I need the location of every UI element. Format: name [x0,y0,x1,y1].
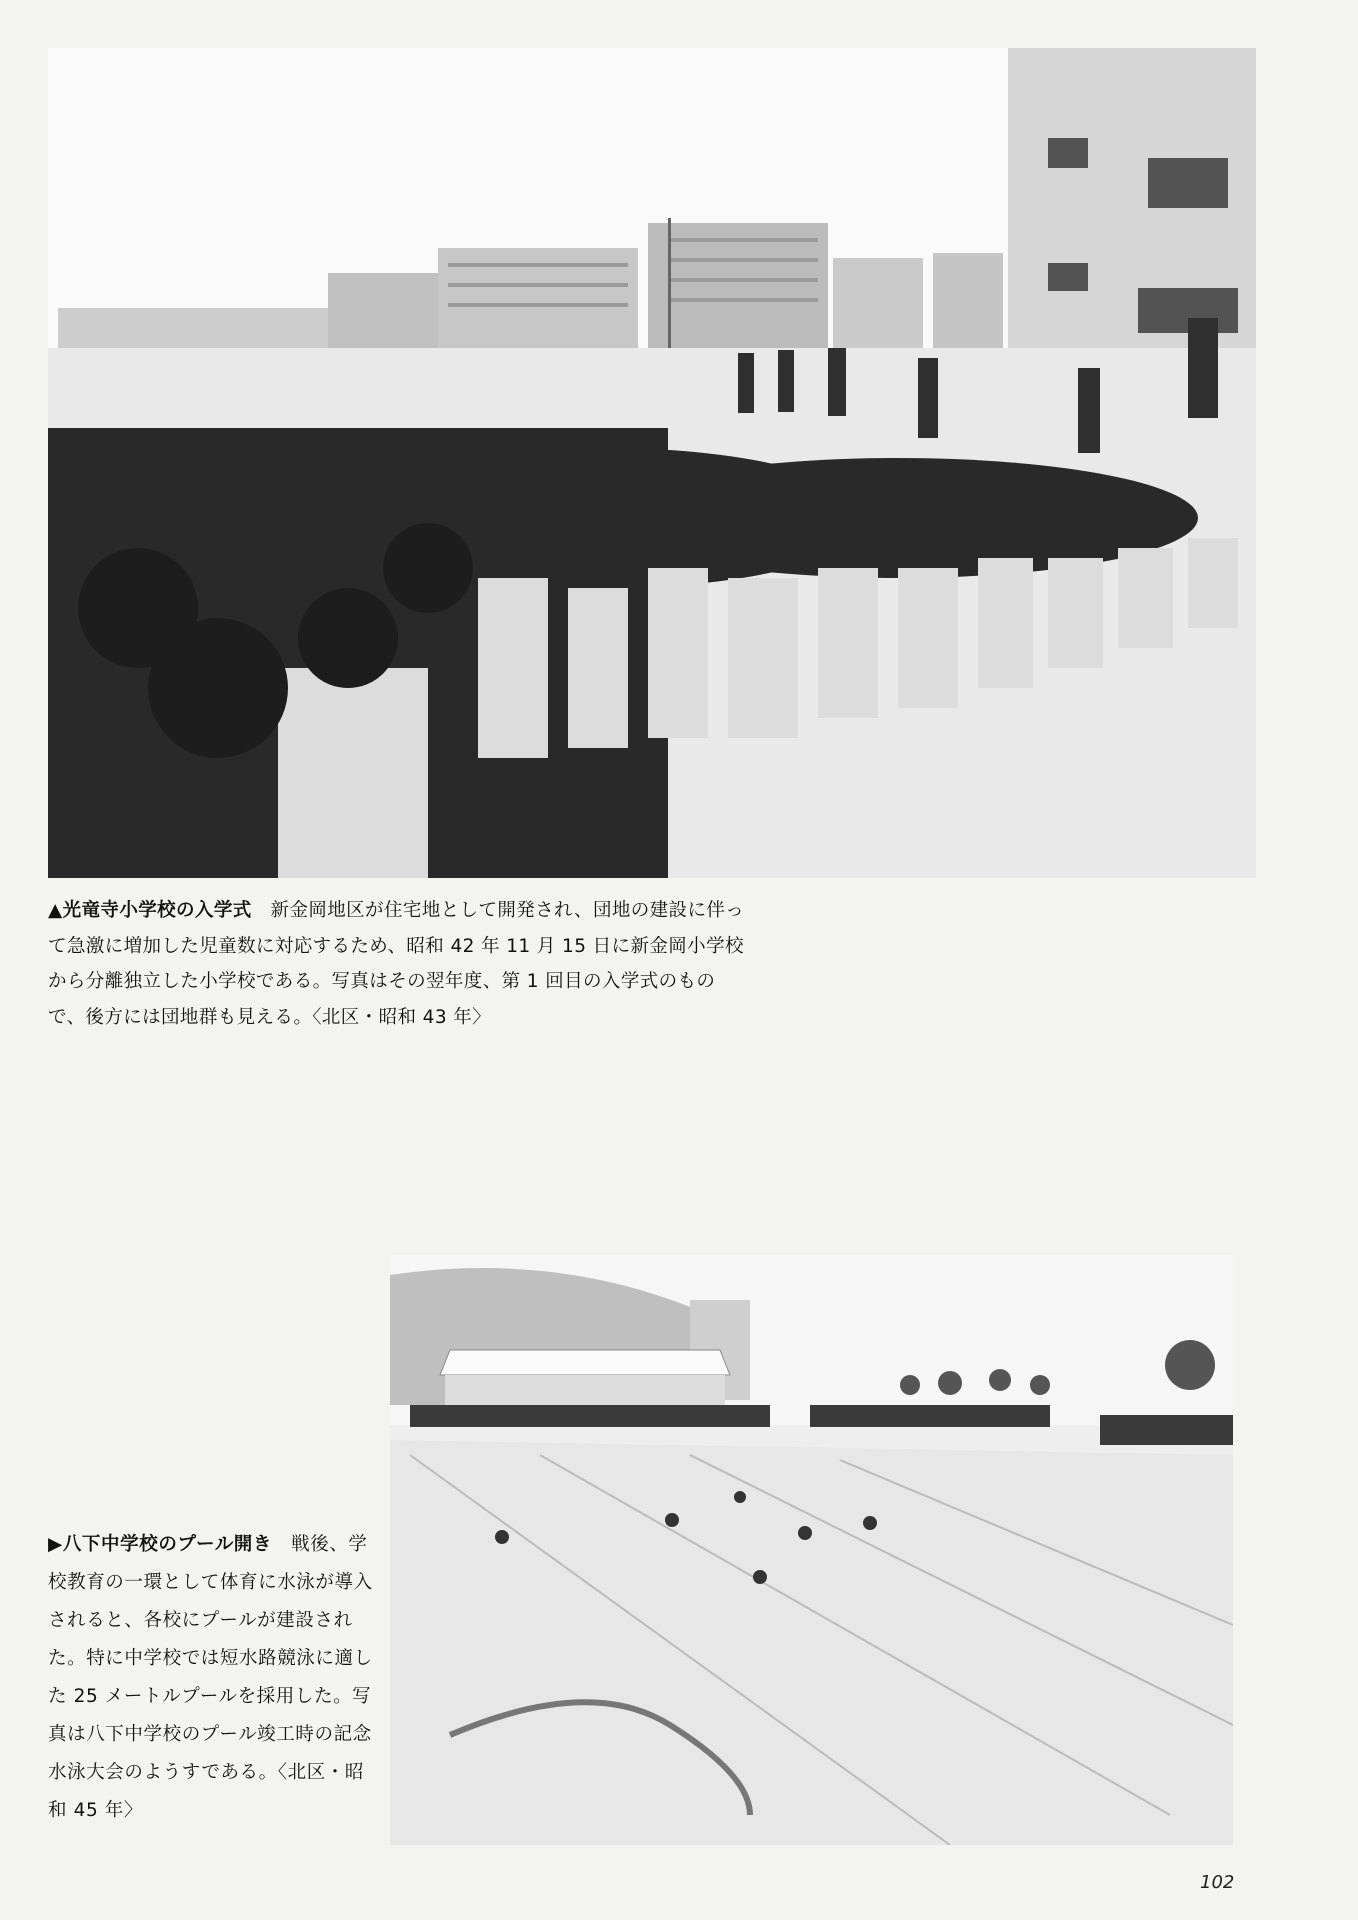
entrance-ceremony-caption-title: ▲光竜寺小学校の入学式 [48,900,252,921]
page-number: 102 [1200,1872,1235,1893]
pool-opening-photo [390,1255,1233,1845]
entrance-ceremony-photo [48,48,1256,878]
entrance-ceremony-caption [48,893,748,1035]
pool-opening-caption [48,1526,378,1830]
pool-opening-caption-title: ▶八下中学校のプール開き [48,1534,273,1555]
entrance-ceremony-image [48,48,1256,878]
pool-opening-caption-body: 戦後、学校教育の一環として体育に水泳が導入されると、各校にプールが建設された。特に中学校では短水路競泳に適した 25 メートルプールを採用した。写真は八下中学校のプール竣工時の記念水泳大会のようすである。〈北区・昭和 45 年〉 [48,1534,373,1821]
pool-opening-image [390,1255,1233,1845]
entrance-ceremony-caption-body: 新金岡地区が住宅地として開発され、団地の建設に伴って急激に増加した児童数に対応するため、昭和 42 年 11 月 15 日に新金岡小学校から分離独立した小学校である。写真はその翌年度、第 1 回目の入学式のもので、後方には団地群も見える。〈北区・昭和 43 年〉 [48,900,745,1028]
